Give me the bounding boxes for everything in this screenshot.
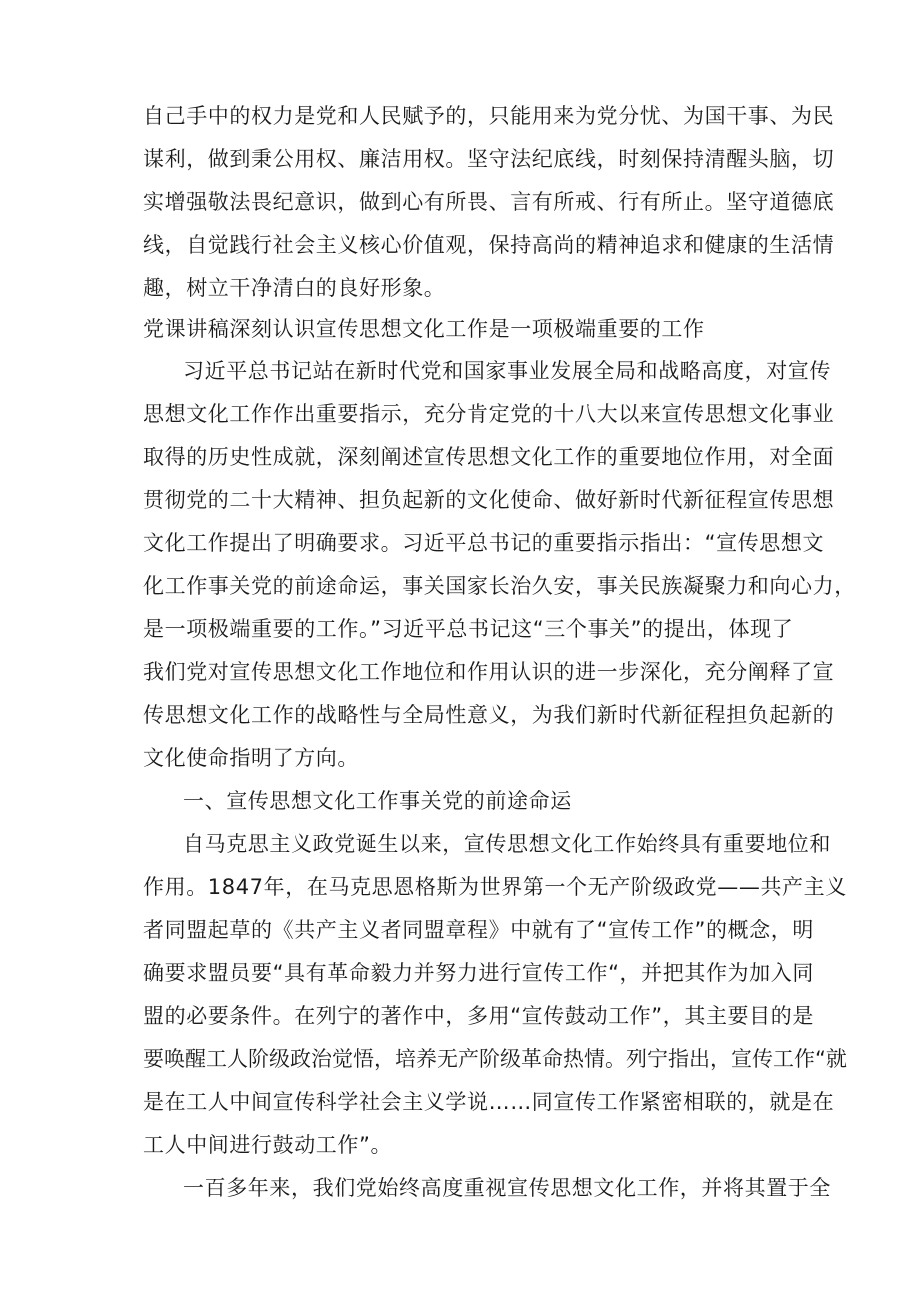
paragraph-line: 传思想文化工作的战略性与全局性意义，为我们新时代新征程担负起新的 xyxy=(143,703,835,727)
paragraph-line: 谋利，做到秉公用权、廉洁用权。坚守法纪底线，时刻保持清醒头脑，切 xyxy=(143,147,835,171)
paragraph-line: 是在工人中间宣传科学社会主义学说……同宣传工作紧密相联的，就是在 xyxy=(143,1090,835,1114)
paragraph-line: 是一项极端重要的工作。”习近平总书记这“三个事关”的提出，体现了 xyxy=(143,617,794,641)
paragraph-line: 一百多年来，我们党始终高度重视宣传思想文化工作，并将其置于全 xyxy=(183,1176,831,1200)
paragraph-line: 思想文化工作作出重要指示，充分肯定党的十八大以来宣传思想文化事业 xyxy=(143,402,835,426)
paragraph-line: 自马克思主义政党诞生以来，宣传思想文化工作始终具有重要地位和 xyxy=(183,832,831,856)
paragraph-line: 取得的历史性成就，深刻阐述宣传思想文化工作的重要地位作用，对全面 xyxy=(143,445,835,469)
section-heading: 一、宣传思想文化工作事关党的前途命运 xyxy=(183,789,572,813)
paragraph-line: 化工作事关党的前途命运，事关国家长治久安，事关民族凝聚力和向心力， xyxy=(143,574,856,598)
paragraph-line: 实增强敬法畏纪意识，做到心有所畏、言有所戒、行有所止。坚守道德底 xyxy=(143,190,835,214)
paragraph-line: 趣，树立干净清白的良好形象。 xyxy=(143,276,446,300)
paragraph-line: 确要求盟员要“具有革命毅力并努力进行宣传工作“，并把其作为加入同 xyxy=(143,961,814,985)
article-title: 党课讲稿深刻认识宣传思想文化工作是一项极端重要的工作 xyxy=(143,317,705,341)
paragraph-line: 要唤醒工人阶级政治觉悟，培养无产阶级革命热情。列宁指出，宣传工作“就 xyxy=(143,1047,847,1071)
paragraph-line: 我们党对宣传思想文化工作地位和作用认识的进一步深化，充分阐释了宣 xyxy=(143,660,835,684)
paragraph-line: 盟的必要条件。在列宁的著作中，多用“宣传鼓动工作”，其主要目的是 xyxy=(143,1004,814,1028)
paragraph-line: 作用。1847年，在马克思恩格斯为世界第一个无产阶级政党——共产主义 xyxy=(143,875,847,899)
paragraph-line: 文化工作提出了明确要求。习近平总书记的重要指示指出：“宣传思想文 xyxy=(143,531,825,555)
paragraph-line: 工人中间进行鼓动工作”。 xyxy=(143,1133,393,1157)
paragraph-line: 者同盟起草的《共产主义者同盟章程》中就有了“宣传工作”的概念，明 xyxy=(143,918,814,942)
paragraph-line: 贯彻党的二十大精神、担负起新的文化使命、做好新时代新征程宣传思想 xyxy=(143,488,835,512)
paragraph-line: 线，自觉践行社会主义核心价值观，保持高尚的精神追求和健康的生活情 xyxy=(143,233,835,257)
paragraph-line: 自己手中的权力是党和人民赋予的，只能用来为党分忧、为国干事、为民 xyxy=(143,104,835,128)
paragraph-line: 文化使命指明了方向。 xyxy=(143,746,359,770)
paragraph-line: 习近平总书记站在新时代党和国家事业发展全局和战略高度，对宣传 xyxy=(183,359,831,383)
